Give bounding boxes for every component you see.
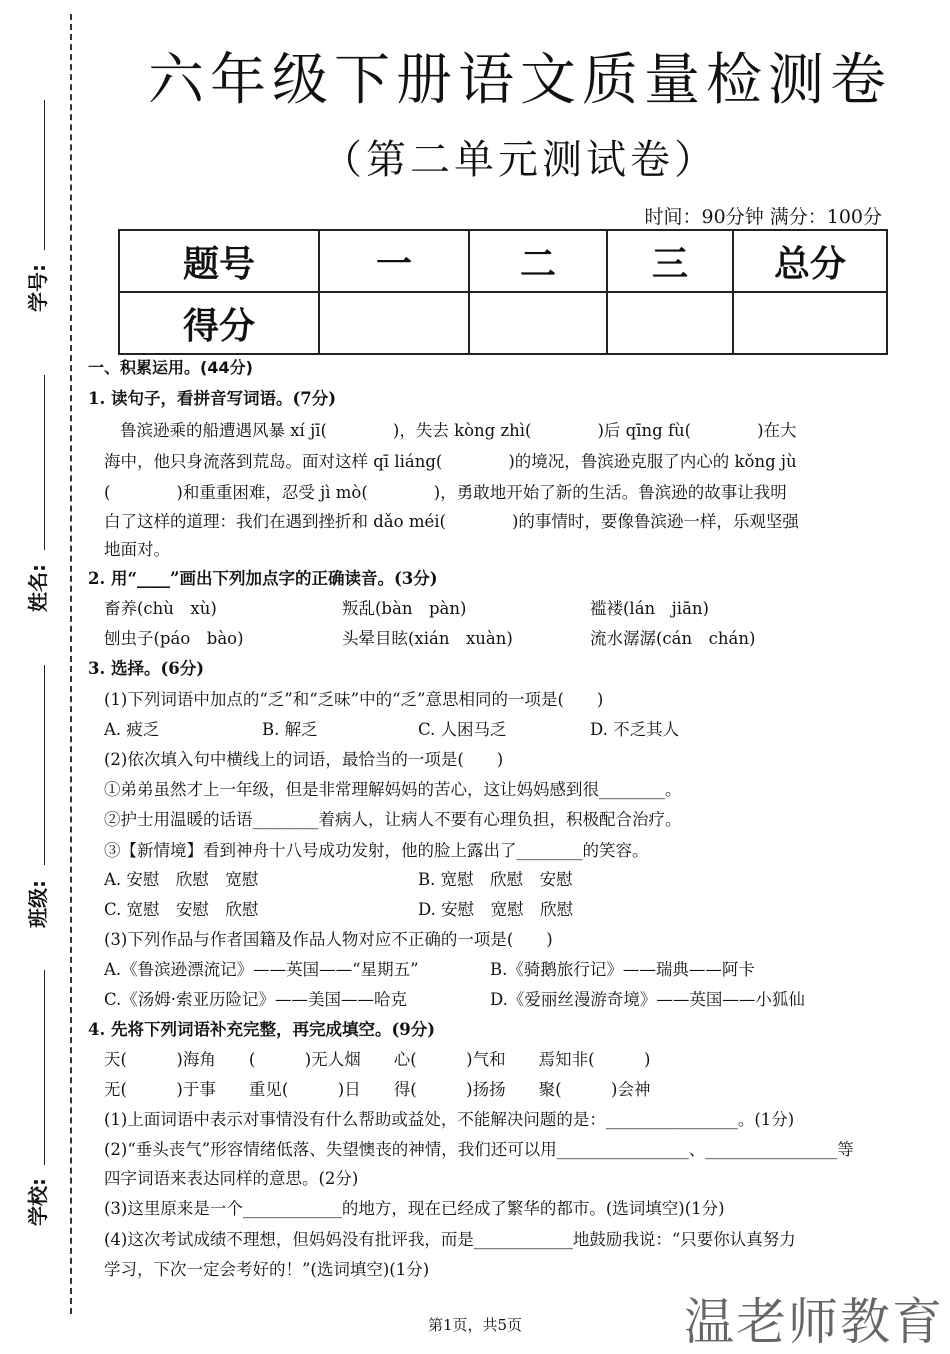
q3-part3-option: C.《汤姆·索亚历险记》——美国——哈克	[104, 990, 408, 1009]
q3-part3-option: A.《鲁滨逊漂流记》——英国——“星期五”	[104, 960, 419, 979]
score-cell-part1[interactable]	[319, 292, 469, 354]
q3-part2-option: A. 安慰 欣慰 宽慰	[104, 870, 259, 889]
q4-prompt: 4. 先将下列词语补充完整，再完成填空。(9分)	[88, 1020, 436, 1039]
q1-line-2: 海中，他只身流落到荒岛。面对这样 qī liáng( )的境况，鲁滨逊克服了内心的 kǒng jù	[104, 452, 797, 471]
name-label: 姓名:	[26, 564, 50, 612]
class-blank[interactable]	[44, 665, 45, 865]
score-header-part1: 一	[319, 230, 469, 292]
score-header-label: 题号	[119, 230, 319, 292]
q4-words-row-2: 无( )于事 重见( )日 得( )扬扬 聚( )会神	[104, 1080, 651, 1099]
q1-line-5: 地面对。	[104, 540, 170, 559]
q1-prompt: 1. 读句子，看拼音写词语。(7分)	[88, 389, 337, 408]
q3-part3-option: B.《骑鹅旅行记》——瑞典——阿卡	[490, 960, 755, 979]
q3-prompt: 3. 选择。(6分)	[88, 659, 205, 678]
q3-part2-sentence-2: ②护士用温暖的话语________着病人，让病人不要有心理负担，积极配合治疗。	[104, 810, 682, 829]
q3-part2-sentence-1: ①弟弟虽然才上一年级，但是非常理解妈妈的苦心，这让妈妈感到很________。	[104, 780, 682, 799]
q4-sub-2-cont: 四字词语来表达同样的意思。(2分)	[104, 1169, 359, 1188]
page-title: 六年级下册语文质量检测卷	[148, 48, 892, 113]
school-label: 学校:	[26, 1178, 50, 1226]
q2-item: 头晕目眩(xián xuàn)	[342, 629, 513, 648]
q1-line-3: ( )和重重困难，忍受 jì mò( )，勇敢地开始了新的生活。鲁滨逊的故事让我明	[104, 483, 787, 502]
page-subtitle: （第二单元测试卷）	[322, 137, 718, 183]
q4-sub-4-cont: 学习，下次一定会考好的！”(选词填空)(1分)	[104, 1260, 430, 1279]
binding-dashed-line	[70, 14, 72, 1314]
section-heading: 一、积累运用。(44分)	[88, 358, 253, 377]
score-cell-part3[interactable]	[607, 292, 733, 354]
q3-part2-prompt: (2)依次填入句中横线上的词语，最恰当的一项是( )	[104, 750, 504, 769]
q4-sub-2: (2)“垂头丧气”形容情绪低落、失望懊丧的神情，我们还可以用________________、________________等	[104, 1140, 854, 1159]
q3-part3-option: D.《爱丽丝漫游奇境》——英国——小狐仙	[490, 990, 805, 1009]
exam-info: 时间：90分钟 满分：100分	[644, 206, 882, 228]
q3-part1-option: D. 不乏其人	[590, 720, 680, 739]
name-blank[interactable]	[44, 375, 45, 550]
q2-item: 刨虫子(páo bào)	[104, 629, 244, 648]
score-table-score-row	[119, 292, 887, 354]
student-id-blank[interactable]	[44, 100, 45, 250]
school-blank[interactable]	[44, 970, 45, 1165]
q4-sub-4: (4)这次考试成绩不理想，但妈妈没有批评我，而是____________地鼓励我说：“只要你认真努力	[104, 1230, 796, 1249]
q1-line-4: 白了这样的道理：我们在遇到挫折和 dǎo méi( )的事情时，要像鲁滨逊一样，乐观坚强	[104, 512, 799, 531]
score-cell-total[interactable]	[733, 292, 887, 354]
score-cell-part2[interactable]	[469, 292, 607, 354]
q2-item: 畜养(chù xù)	[104, 599, 217, 618]
q4-words-row-1: 天( )海角 ( )无人烟 心( )气和 焉知非( )	[104, 1050, 651, 1069]
q2-item: 叛乱(bàn pàn)	[342, 599, 467, 618]
score-row-label: 得分	[119, 292, 319, 354]
q1-line-1: 鲁滨逊乘的船遭遇风暴 xí jī( )，失去 kòng zhì( )后 qīng fù( )在大	[120, 421, 797, 440]
q3-part2-sentence-3: ③【新情境】看到神舟十八号成功发射，他的脸上露出了________的笑容。	[104, 841, 649, 860]
q3-part2-option: D. 安慰 宽慰 欣慰	[418, 900, 574, 919]
score-header-part2: 二	[469, 230, 607, 292]
page-footer: 第1页，共5页	[427, 1316, 523, 1334]
q3-part1-option: C. 人困马乏	[418, 720, 507, 739]
q3-part3-prompt: (3)下列作品与作者国籍及作品人物对应不正确的一项是( )	[104, 930, 553, 949]
score-table-header-row	[119, 230, 887, 292]
q2-item: 流水潺潺(cán chán)	[590, 629, 756, 648]
q2-item: 褴褛(lán jiān)	[590, 599, 709, 618]
student-id-label: 学号:	[26, 264, 50, 312]
q3-part1-option: A. 疲乏	[104, 720, 160, 739]
class-label: 班级:	[26, 880, 50, 928]
score-header-part3: 三	[607, 230, 733, 292]
q4-sub-1: (1)上面词语中表示对事情没有什么帮助或益处，不能解决问题的是：________________。(1分)	[104, 1110, 795, 1129]
q3-part2-option: C. 宽慰 安慰 欣慰	[104, 900, 259, 919]
score-header-total: 总分	[733, 230, 887, 292]
q4-sub-3: (3)这里原来是一个____________的地方，现在已经成了繁华的都市。(选词填空)(1分)	[104, 1199, 725, 1218]
score-table	[118, 229, 888, 355]
q3-part1-prompt: (1)下列词语中加点的“乏”和“乏味”中的“乏”意思相同的一项是( )	[104, 690, 604, 709]
q3-part1-option: B. 解乏	[262, 720, 318, 739]
q3-part2-option: B. 宽慰 欣慰 安慰	[418, 870, 573, 889]
watermark: 温老师教育	[684, 1293, 944, 1351]
q2-prompt: 2. 用“____”画出下列加点字的正确读音。(3分)	[88, 569, 438, 588]
